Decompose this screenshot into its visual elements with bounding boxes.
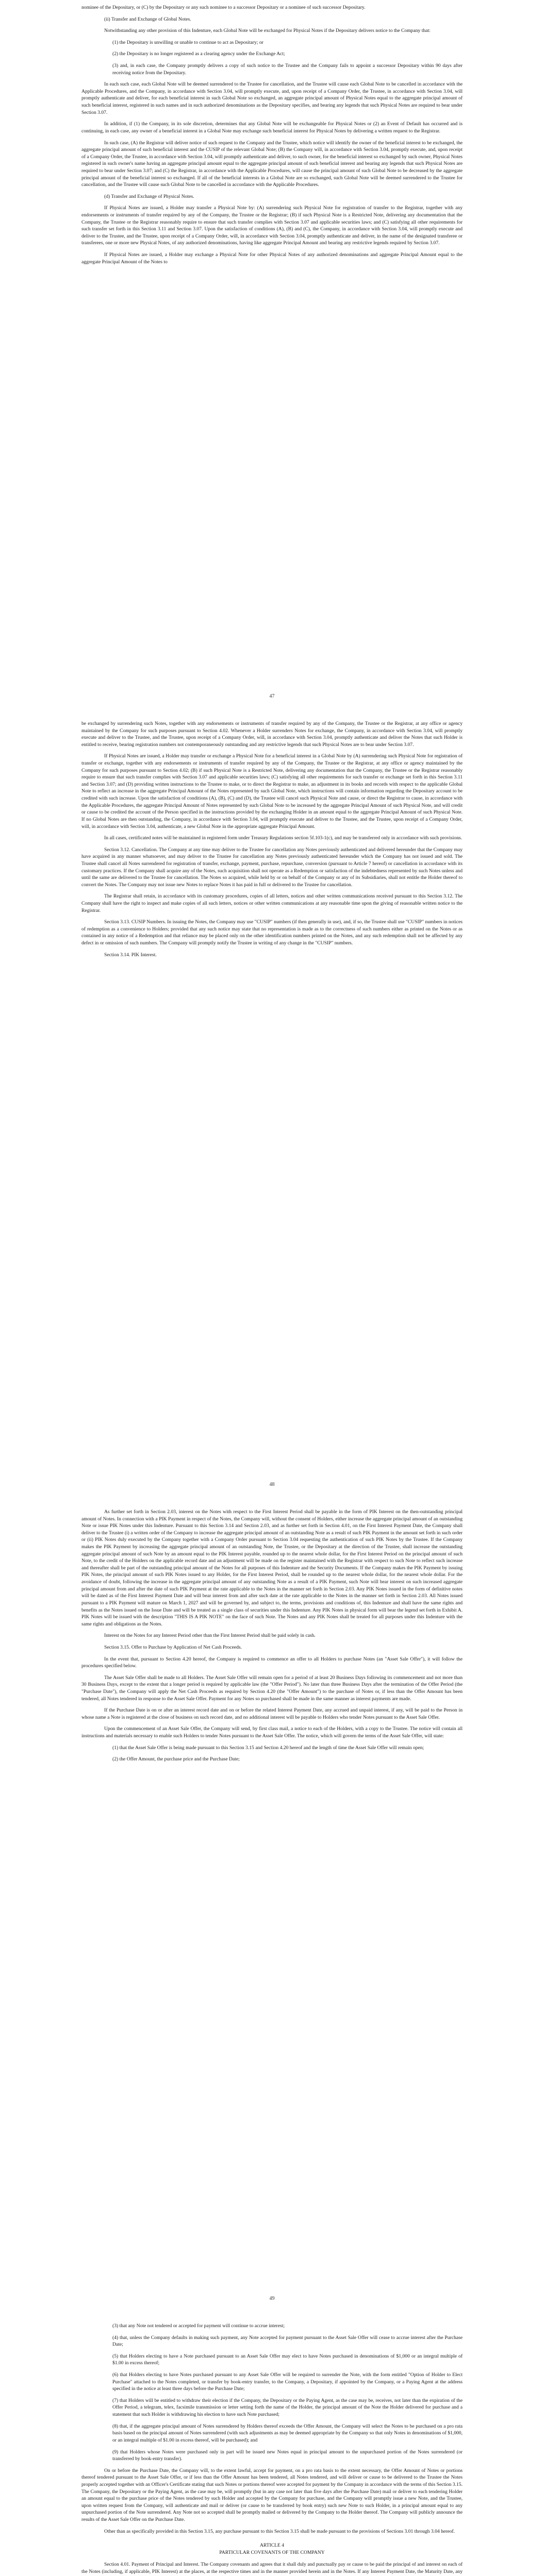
paragraph: In each such case, each Global Note will be deemed surrendered to the Trustee for cancellation, and the Trustee will cause each Global Note to be cancelled in accordance with the Applicable Procedures, and the Company, in accordance with Section 3.04, will promptly execute, and, upon receipt of a Company Order, the Trustee, in accordance with Section 3.04, will promptly authenticate and deliver, for each beneficial interest in such Global Note so exchanged, an aggregate principal amount of Physical Notes equal to the aggregate principal amount of such beneficial interest, registered in such names and in such authorized denominations as the Depositary specifies, and bearing any legends that such Physical Notes are required to bear under Section 3.07. bbox=[81, 81, 463, 115]
paragraph: be exchanged by surrendering such Notes, together with any endorsements or instruments of transfer required by any of the Company, the Trustee or the Registrar, at any office or agency maintained by the Company for such purposes pursuant to Section 4.02. Whenever a Holder surrenders Notes for exchange, the Company, in accordance with Section 3.04, will promptly execute and deliver to the Trustee, and the Trustee, upon receipt of a Company Order, will, in accordance with Section 3.04, promptly authenticate and deliver the Notes that such Holder is entitled to receive, bearing registration numbers not contemporaneously outstanding and any restrictive legends that such Physical Notes are to bear under Section 3.07. bbox=[81, 721, 463, 748]
article-number: ARTICLE 4 bbox=[259, 2543, 285, 2549]
paragraph: If the Purchase Date is on or after an interest record date and on or before the related Interest Payment Date, any accrued and unpaid interest, if any, will be paid to the Person in whose name a Note is registered at the close of business on such record date, and no additional interest will be payable to Holders who tender Notes pursuant to the Asset Sale Offer. bbox=[81, 1707, 463, 1720]
list-item: (3) and, in each case, the Company promptly delivers a copy of such notice to the Trustee and the Company fails to appoint a successor Depositary within 90 days after receiving notice from the Depositary. bbox=[112, 63, 463, 76]
subsection-heading: (d) Transfer and Exchange of Physical Notes. bbox=[104, 193, 194, 199]
list-item: (3) that any Note not tendered or accepted for payment will continue to accrue interest; bbox=[112, 2323, 285, 2329]
page-number: 47 bbox=[269, 693, 275, 699]
paragraph: The Registrar shall retain, in accordance with its customary procedures, copies of all letters, notices and other written communications received pursuant to this Section 3.12. The Company shall have the right to inspect and make copies of all such letters, notices or other written communications at any reasonable time upon the giving of reasonable written notice to the Registrar. bbox=[81, 893, 463, 913]
paragraph: The Asset Sale Offer shall be made to all Holders. The Asset Sale Offer will remain open for a period of at least 20 Business Days following its commencement and not more than 30 Business Days, except to the extent that a longer period is required by applicable law (the "Offer Period"). No later than three Business Days after the termination of the Offer Period (the "Purchase Date"), the Company will apply the Net Cash Proceeds as required by Section 4.20 (the "Offer Amount") to the purchase of Notes or, if less than the Offer Amount has been tendered, all Notes tendered in response to the Asset Sale Offer. Payment for any Notes so purchased shall be made in the same manner as interest payments are made. bbox=[81, 1674, 463, 1702]
list-item: (1) the Depositary is unwilling or unable to continue to act as Depositary; or bbox=[112, 39, 263, 45]
list-item: (2) the Offer Amount, the purchase price and the Purchase Date; bbox=[112, 1756, 240, 1762]
section-3-14-heading: Section 3.14. PIK Interest. bbox=[104, 952, 157, 958]
list-item: (7) that Holders will be entitled to withdraw their election if the Company, the Depositary or the Paying Agent, as the case may be, receives, not later than the expiration of the Offer Period, a telegram, telex, facsimile transmission or letter setting forth the name of the Holder, the principal amount of the Note the Holder delivered for purchase and a statement that such Holder is withdrawing his election to have such Note purchased; bbox=[112, 2397, 463, 2418]
section-3-13: Section 3.13. CUSIP Numbers. In issuing the Notes, the Company may use "CUSIP" numbers (if then generally in use), and, if so, the Trustee shall use "CUSIP" numbers in notices of redemption as a convenience to Holders; provided that any such notice may state that no representation is made as to the correctness of such numbers either as printed on the Notes or as contained in any notice of a Redemption and that reliance may be placed only on the other identification numbers printed on the Notes, and any such redemption shall not be affected by any defect in or omission of such numbers. The Company will promptly notify the Trustee in writing of any change in the "CUSIP" numbers. bbox=[81, 919, 463, 946]
list-item: (2) the Depositary is no longer registered as a clearing agency under the Exchange Act; bbox=[112, 51, 285, 57]
paragraph: Other than as specifically provided in this Section 3.15, any purchase pursuant to this Section 3.15 shall be made pursuant to the provisions of Sections 3.01 through 3.04 hereof. bbox=[104, 2528, 455, 2534]
paragraph: As further set forth in Section 2.03, interest on the Notes with respect to the First Interest Period shall be payable in the form of PIK Interest on the then-outstanding principal amount of Notes. In connection with a PIK Payment in respect of the Notes, the Company will, without the consent of Holders, either increase the aggregate principal amount of an outstanding Note or issue PIK Notes under this Indenture. Pursuant to this Section 3.14 and Section 2.03, and as further set forth in Section 4.01, on the First Interest Payment Date, the Company shall deliver to the Trustee (i) a written order of the Company to increase the aggregate principal amount of an outstanding Note as a result of such PIK Payment in the amount set forth in such order or (ii) PIK Notes duly executed by the Company together with a Company Order pursuant to Section 3.04 requesting the authentication of such PIK Notes by the Trustee. If the Company makes the PIK Payment by increasing the aggregate principal amount of an outstanding Note, the Trustee, or the Depositary at the direction of the Trustee, shall increase the outstanding aggregate principal amount of such Note by an amount equal to the PIK Interest payable, rounded up to the nearest whole dollar, for the First Interest Period on the principal amount of such Note, to the credit of the Holders on the applicable record date and an adjustment will be made on the register maintained with the Registrar with respect to such Note to reflect such increase and thereafter shall be part of the outstanding principal amount of the Notes for all purposes of this Indenture and the Security Documents. If the Company makes the PIK Payment by issuing PIK Notes, the principal amount of such PIK Notes issued to any Holder, for the First Interest Period, shall be rounded up to the nearest whole dollar, for the nearest whole dollar. For the avoidance of doubt, following the increase in the aggregate principal amount of any outstanding Note as a result of a PIK Payment, such Note will bear interest on such increased aggregate principal amount from and after the date of such PIK Payment at the rate applicable to the Notes in the manner set forth in Section 2.03. Any PIK Notes issued in the form of definitive notes will be dated as of the First Interest Payment Date and will bear interest from and after such date at the rate applicable to the Notes in the manner set forth in Section 2.03. All Notes issued pursuant to a PIK Payment will mature on March 1, 2027 and will be governed by, and subject to, the terms, provisions and conditions of, this Indenture and shall have the same rights and benefits as the Notes issued on the Issue Date and will be treated as a single class of securities under this Indenture. Any PIK Notes in physical form will bear the legend set forth in Exhibit A. PIK Notes will be issued with the description "THIS IS A PIK NOTE" on the face of such Note. The Notes and any PIK Notes shall be treated for all purposes under this Indenture with the same rights and obligations as the Notes. bbox=[81, 1509, 463, 1627]
list-item: (8) that, if the aggregate principal amount of Notes surrendered by Holders thereof exceeds the Offer Amount, the Company will select the Notes to be purchased on a pro rata basis based on the principal amount of Notes surrendered (with such adjustments as may be deemed appropriate by the Company so that only Notes in denominations of $1,000, or an integral multiple of $1.00 in excess thereof, will be purchased); and bbox=[112, 2423, 463, 2443]
subsection-heading: (ii) Transfer and Exchange of Global Notes. bbox=[104, 16, 191, 22]
list-item: (4) that, unless the Company defaults in making such payment, any Note accepted for payment pursuant to the Asset Sale Offer will cease to accrue interest after the Purchase Date; bbox=[112, 2334, 463, 2348]
section-3-15-heading: Section 3.15. Offer to Purchase by Application of Net Cash Proceeds. bbox=[104, 1644, 242, 1650]
page-47 bbox=[0, 0, 544, 716]
paragraph: On or before the Purchase Date, the Company will, to the extent lawful, accept for payment, on a pro rata basis to the extent necessary, the Offer Amount of Notes or portions thereof tendered pursuant to the Asset Sale Offer, or if less than the Offer Amount has been tendered, all Notes tendered, and will deliver or cause to be delivered to the Trustee the Notes properly accepted together with an Officer's Certificate stating that such Notes or portions thereof were accepted for payment by the Company in accordance with the terms of this Section 3.15. The Company, the Depositary or the Paying Agent, as the case may be, will promptly (but in any case not later than five days after the Purchase Date) mail or deliver to each tendering Holder an amount equal to the purchase price of the Notes tendered by such Holder and accepted by the Company for purchase, and the Company will promptly issue a new Note, and the Trustee, upon written request from the Company, will authenticate and mail or deliver (or cause to be transferred by book entry) such new Note to such Holder, in a principal amount equal to any unpurchased portion of the Note surrendered. Any Note not so accepted shall be promptly mailed or delivered by the Company to the Holder thereof. The Company will publicly announce the results of the Asset Sale Offer on the Purchase Date. bbox=[81, 2467, 463, 2523]
article-title: PARTICULAR COVENANTS OF THE COMPANY bbox=[219, 2549, 325, 2555]
list-item: (6) that Holders electing to have Notes purchased pursuant to any Asset Sale Offer will be required to surrender the Note, with the form entitled "Option of Holder to Elect Purchase" attached to the Notes completed, or transfer by book-entry transfer, to the Company, a Depositary, if appointed by the Company, or a Paying Agent at the address specified in the notice at least three days before the Purchase Date; bbox=[112, 2372, 463, 2392]
paragraph: In addition, if (1) the Company, in its sole discretion, determines that any Global Note will be exchangeable for Physical Notes or (2) an Event of Default has occurred and is continuing, in each case, any owner of a beneficial interest in a Global Note may exchange such beneficial interest for Physical Notes by delivering a written request to the Registrar. bbox=[81, 121, 463, 134]
paragraph: If Physical Notes are issued, a Holder may transfer or exchange a Physical Note for a beneficial interest in a Global Note by (A) surrendering such Physical Note for registration of transfer or exchange, together with any endorsements or instruments of transfer required by any of the Company, the Trustee or the Registrar, at any office or agency maintained by the Company for such purposes pursuant to Section 4.02; (B) if such Physical Note is a Restricted Note, delivering any documentation that the Company, the Trustee or the Registrar reasonably require to ensure that such transfer complies with Section 3.07 and applicable securities laws; (C) satisfying all other requirements for such transfer or exchange set forth in this Section 3.11 and Section 3.07; and (D) providing written instructions to the Trustee to make, or to direct the Registrar to make, an adjustment in its books and records with respect to the applicable Global Note to reflect an increase in the aggregate Principal Amount of the Notes represented by such Global Note, which instructions will contain information regarding the Depositary account to be credited with such increase. Upon the satisfaction of conditions (A), (B), (C) and (D), the Trustee will cancel such Physical Note and cause, or direct the Registrar to cause, in accordance with the Applicable Procedures, the aggregate Principal Amount of Notes represented by such Global Note to be increased by the aggregate Principal Amount of such Physical Note, and will credit or cause to be credited the account of the Person specified in the instructions provided by the exchanging Holder in an amount equal to the aggregate Principal Amount of such Physical Note. If no Global Notes are then outstanding, the Company, in accordance with Section 3.04, will promptly execute and deliver to the Trustee, and the Trustee, upon receipt of a Company Order, will, in accordance with Section 3.04, authenticate, a new Global Note in the appropriate aggregate Principal Amount. bbox=[81, 753, 463, 829]
page-50 bbox=[0, 2318, 544, 2576]
paragraph: nominee of the Depositary, or (C) by the Depositary or any such nominee to a successor Depositary or a nominee of such successor Depositary. bbox=[81, 5, 366, 10]
list-item: (5) that Holders electing to have a Note purchased pursuant to an Asset Sale Offer may elect to have Notes purchased in denominations of $1,000 or an integral multiple of $1.00 in excess thereof; bbox=[112, 2353, 463, 2366]
list-item: (9) that Holders whose Notes were purchased only in part will be issued new Notes equal in principal amount to the unpurchased portion of the Notes surrendered (or transferred by book-entry transfer). bbox=[112, 2449, 463, 2462]
paragraph: Upon the commencement of an Asset Sale Offer, the Company will send, by first class mail, a notice to each of the Holders, with a copy to the Trustee. The notice will contain all instructions and materials necessary to enable such Holders to tender Notes pursuant to the Asset Sale Offer. The notice, which will govern the terms of the Asset Sale Offer, will state: bbox=[81, 1726, 463, 1739]
paragraph: If Physical Notes are issued, a Holder may transfer a Physical Note by: (A) surrendering such Physical Note for registration of transfer to the Registrar, together with any endorsements or instruments of transfer required by any of the Company, the Trustee or the Registrar; (B) if such Physical Note is a Restricted Note, delivering any documentation that the Company, the Trustee or the Registrar reasonably require to ensure that such transfer complies with Section 3.07 and applicable securities laws; and (C) satisfying all other requirements for such transfer set forth in this Section 3.11 and Section 3.07. Upon the satisfaction of conditions (A), (B) and (C), the Company, in accordance with Section 3.04, will promptly execute and deliver to the Trustee, and the Trustee, upon receipt of a Company Order, will, in accordance with Section 3.04, promptly authenticate and deliver, in the name of the designated transferee or transferees, one or more new Physical Notes, of any authorized denominations, having like aggregate Principal Amount and bearing any restrictive legends required by Section 3.07. bbox=[81, 205, 463, 246]
paragraph: If Physical Notes are issued, a Holder may exchange a Physical Note for other Physical Notes of any authorized denominations and aggregate Principal Amount equal to the aggregate Principal Amount of the Notes to bbox=[81, 252, 463, 265]
paragraph: In all cases, certificated notes will be maintained in registered form under Treasury Regulations section 5f.103-1(c), and may be transferred only in accordance with such provisions. bbox=[104, 835, 463, 841]
page-49 bbox=[0, 1504, 544, 2318]
page-number: 49 bbox=[269, 2296, 275, 2301]
paragraph: Notwithstanding any other provision of this Indenture, each Global Note will be exchanged for Physical Notes if the Depositary delivers notice to the Company that: bbox=[104, 28, 431, 34]
list-item: (1) that the Asset Sale Offer is being made pursuant to this Section 3.15 and Section 4.20 hereof and the length of time the Asset Sale Offer will remain open; bbox=[112, 1744, 424, 1751]
page-number: 48 bbox=[269, 1482, 275, 1487]
section-4-01: Section 4.01. Payment of Principal and Interest. The Company covenants and agrees that it shall duly and punctually pay or cause to be paid the principal of and interest on each of the Notes (including, if applicable, PIK Interest) at the places, at the respective times and in the manner provided herein and in the Notes. If any Interest Payment Date, the Maturity Date, any bbox=[81, 2562, 463, 2575]
paragraph: In the event that, pursuant to Section 4.20 hereof, the Company is required to commence an offer to all Holders to purchase Notes (an "Asset Sale Offer"), it will follow the procedures specified below. bbox=[81, 1656, 463, 1669]
paragraph: Interest on the Notes for any Interest Period other than the First Interest Period shall be paid solely in cash. bbox=[104, 1633, 316, 1639]
section-3-12: Section 3.12. Cancellation. The Company at any time may deliver to the Trustee for cancellation any Notes previously authenticated and delivered hereunder that the Company may have acquired in any manner whatsoever, and may deliver to the Trustee for cancellation any Notes previously authenticated hereunder which the Company has not issued and sold. The Trustee shall cancel all Notes surrendered for registration of transfer, exchange, payment, purchase, repurchase, conversion (pursuant to Article 7 hereof) or cancellation in accordance with its customary practices. If the Company shall acquire any of the Notes, such acquisition shall not operate as a Redemption or satisfaction of the indebtedness represented by such Notes unless and until the same are delivered to the Trustee for cancellation. The Notes so acquired, while held by or on behalf of the Company or any of its Subsidiaries, shall not entitle the Holder thereof to convert the Notes. The Company may not issue new Notes to replace Notes it has paid in full or delivered to the Trustee for cancellation. bbox=[81, 846, 463, 888]
page-48 bbox=[0, 716, 544, 1504]
paragraph: In such case, (A) the Registrar will deliver notice of such request to the Company and the Trustee, which notice will identify the owner of the beneficial interest to be exchanged, the aggregate principal amount of such beneficial interest and the CUSIP of the relevant Global Note; (B) the Company will, in accordance with Section 3.04, promptly execute, and, upon receipt of a Company Order, the Trustee, in accordance with Section 3.04, will promptly authenticate and deliver, to such owner, for the beneficial interest so exchanged by such owner, Physical Notes registered in such owner's name having an aggregate principal amount equal to the aggregate principal amount of such beneficial interest and bearing any legends that such Physical Notes are required to bear under Section 3.07; and (C) the Registrar, in accordance with the Applicable Procedures, will cause the principal amount of such Global Note to be decreased by the aggregate principal amount of the beneficial interest so exchanged. If all of the beneficial interests in a Global Note are so exchanged, such Global Note will be deemed surrendered to the Trustee for cancellation, and the Trustee will cause such Global Note to be cancelled in accordance with the Applicable Procedures. bbox=[81, 140, 463, 188]
